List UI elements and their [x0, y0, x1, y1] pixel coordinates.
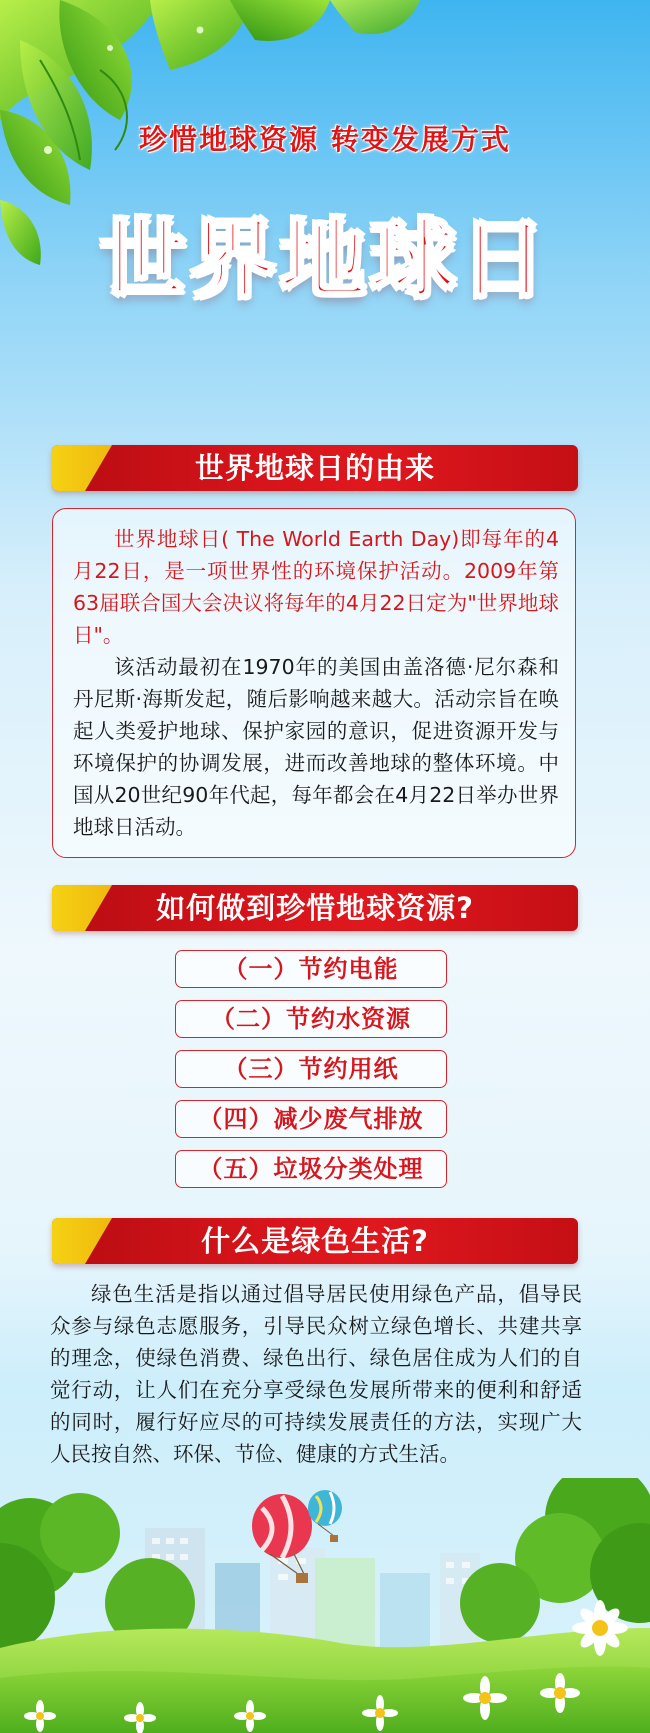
slogan: 珍惜地球资源 转变发展方式 [139, 123, 511, 156]
section-banner-green [52, 1218, 578, 1264]
hot-air-balloon-icon [308, 1490, 342, 1542]
section-heading-howto: 如何做到珍惜地球资源? [156, 891, 474, 925]
howto-item-4: （四）减少废气排放 [175, 1100, 447, 1138]
origin-paragraph-black: 该活动最初在1970年的美国由盖洛德·尼尔森和丹尼斯·海斯发起，随后影响越来越大。活动宗旨在唤起人类爱护地球、保护家园的意识，促进资源开发与环境保护的协调发展，进而改善地球的整体环境。中国从20世纪90年代起，每年都会在4月22日举办世界地球日活动。 [73, 655, 559, 839]
origin-text-box [52, 508, 576, 858]
howto-item-5: （五）垃圾分类处理 [175, 1150, 447, 1188]
origin-paragraph-red: 世界地球日( The World Earth Day)即每年的4月22日，是一项世界性的环境保护活动。2009年第63届联合国大会决议将每年的4月22日定为"世界地球日"。 [73, 527, 559, 647]
landscape-illustration [0, 1478, 650, 1733]
page-title: 世界地球日 [100, 210, 550, 310]
section-heading-origin: 世界地球日的由来 [194, 451, 435, 485]
howto-item-3: （三）节约用纸 [175, 1050, 447, 1088]
green-life-paragraph: 绿色生活是指以通过倡导居民使用绿色产品，倡导民众参与绿色志愿服务，引导民众树立绿色增长、共建共享的理念，使绿色消费、绿色出行、绿色居住成为人们的自觉行动，让人们在充分享受绿色发展所带来的便利和舒适的同时，履行好应尽的可持续发展责任的方法，实现广大人民按自然、环保、节俭、健康的方式生活。 [50, 1282, 582, 1466]
section-heading-green: 什么是绿色生活? [201, 1224, 429, 1258]
howto-item-1: （一）节约电能 [175, 950, 447, 988]
howto-item-2: （二）节约水资源 [175, 1000, 447, 1038]
section-banner-origin [52, 445, 578, 491]
section-banner-howto [52, 885, 578, 931]
